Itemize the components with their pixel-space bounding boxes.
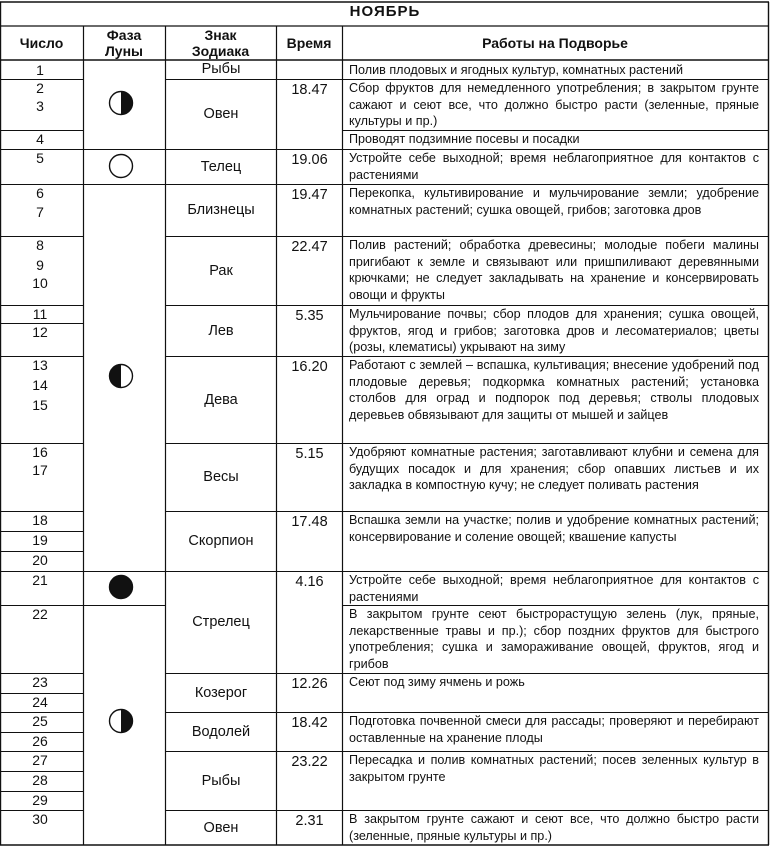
day-number: 19 [32,532,48,548]
work-description: В закрытом грунте сеют быстрорастущую зелень (лук, пряные, лекарственные травы и пр.); сбор поздних фруктов для быстрого употребления; сушка и замораживание овощей, фруктов, ягод и грибов [349,607,759,671]
zodiac-sign: Рак [209,262,233,279]
work-description: Перекопка, культивирование и мульчирование земли; удобрение комнатных растений; сушка овощей, грибов; заготовка дров [349,186,759,217]
day-number: 20 [32,552,48,568]
work-description: Проводят подзимние посевы и посадки [349,132,580,146]
day-number: 5 [36,150,44,166]
zodiac-sign: Скорпион [188,533,254,549]
day-number: 11 [32,306,48,322]
rise-time: 4.16 [295,574,324,590]
work-description: Работают с землей – вспашка, культивация; внесение удобрений под плодовые деревья; подкормка комнатных растений; установка столбов для оград и подпорок под деревья; стволы плодовых деревьев обвязывают для защиты от мышей и зайцев [349,358,759,422]
zodiac-sign: Лев [208,322,234,339]
day-number: 18 [32,512,48,528]
new-moon-icon [107,573,135,601]
month-title: НОЯБРЬ [349,3,421,20]
day-number: 4 [36,131,44,147]
rise-time: 23.22 [291,754,328,770]
zodiac-sign: Водолей [191,723,251,740]
rise-time: 16.20 [291,359,328,375]
work-description: Сбор фруктов для немедленного употребления; в закрытом грунте сажают и сеют все, что должно быстро расти (зеленные, пряные культуры и пр.) [349,81,759,129]
rise-time: 5.15 [295,446,324,462]
day-number: 30 [32,811,48,827]
work-description: Полив растений; обработка древесины; молодые побеги малины пригибают к земле и связывают или пришпиливают деревянными крючками; не следует закладывать на хранение и консервировать овощи и фрукты [349,238,759,302]
day-number: 25 [32,713,48,729]
header-day: Число [19,35,64,51]
work-description: Вспашка земли на участке; полив и удобрение комнатных растений; консервирование и соление овощей; квашение капусты [349,513,759,544]
day-number: 26 [32,733,48,749]
first-quarter-icon [107,89,135,117]
last-quarter-icon [107,362,135,390]
work-description: В закрытом грунте сажают и сеют все, что должно быстро расти (зеленные, пряные культуры и пр.) [349,812,759,843]
header-moon-phase: Фаза Луны [104,27,144,59]
zodiac-sign: Стрелец [192,614,250,630]
work-description: Пересадка и полив комнатных растений; посев зеленных культур в закрытом грунте [349,753,759,784]
day-number: 29 [32,792,48,808]
first-quarter-icon [107,707,135,735]
day-number: 2 [36,80,44,96]
rise-time: 22.47 [291,239,328,255]
work-description: Устройте себе выходной; время неблагоприятное для контактов с растениями [349,573,759,604]
day-number: 22 [32,606,48,622]
work-description: Подготовка почвенной смеси для рассады; проверяют и перебирают оставленные на хранение плоды [349,714,759,745]
zodiac-sign: Рыбы [201,61,241,77]
rise-time: 19.06 [291,152,328,168]
rise-time: 17.48 [291,514,328,530]
header-time: Время [286,35,332,51]
day-number: 14 [32,377,48,393]
day-number: 10 [32,275,48,291]
rise-time: 5.35 [295,308,324,324]
day-number: 1 [36,62,44,78]
rise-time: 19.47 [291,187,328,203]
day-number: 21 [32,572,48,588]
day-number: 7 [36,204,44,220]
zodiac-sign: Весы [203,469,239,485]
work-description: Удобряют комнатные растения; заготавливают клубни и семена для будущих посадок и для хранения; сбор опавших листьев и их закладка в компостную кучу; не следует поливать растения [349,445,759,493]
full-moon-icon [107,152,135,180]
rise-time: 12.26 [291,676,328,692]
zodiac-sign: Козерог [194,684,248,701]
day-number: 15 [32,397,48,413]
zodiac-sign: Овен [203,819,239,836]
header-works: Работы на Подворье [482,35,628,51]
day-number: 12 [32,324,48,340]
rise-time: 2.31 [295,813,324,829]
zodiac-sign: Рыбы [201,772,241,789]
day-number: 3 [36,98,44,114]
work-description: Полив плодовых и ягодных культур, комнатных растений [349,63,684,77]
day-number: 23 [32,674,48,690]
rise-time: 18.42 [291,715,328,731]
zodiac-sign: Близнецы [187,202,255,218]
zodiac-sign: Овен [203,106,239,122]
day-number: 17 [32,462,48,478]
zodiac-sign: Дева [204,391,238,408]
zodiac-sign: Телец [200,158,242,175]
day-number: 27 [32,752,48,768]
work-description: Устройте себе выходной; время неблагоприятное для контактов с растениями [349,151,759,182]
rise-time: 18.47 [291,82,328,98]
day-number: 16 [32,444,48,460]
day-number: 6 [36,185,44,201]
day-number: 13 [32,357,48,373]
day-number: 24 [32,694,48,710]
day-number: 9 [36,257,44,273]
header-zodiac-sign: Знак Зодиака [191,27,250,59]
work-description: Мульчирование почвы; сбор плодов для хранения; сушка овощей, фруктов, ягод и грибов; заготовка дров и лесоматериалов; цветы (розы, клематисы) укрывают на зиму [349,307,759,355]
day-number: 28 [32,772,48,788]
work-description: Сеют под зиму ячмень и рожь [349,675,525,689]
day-number: 8 [36,237,44,253]
